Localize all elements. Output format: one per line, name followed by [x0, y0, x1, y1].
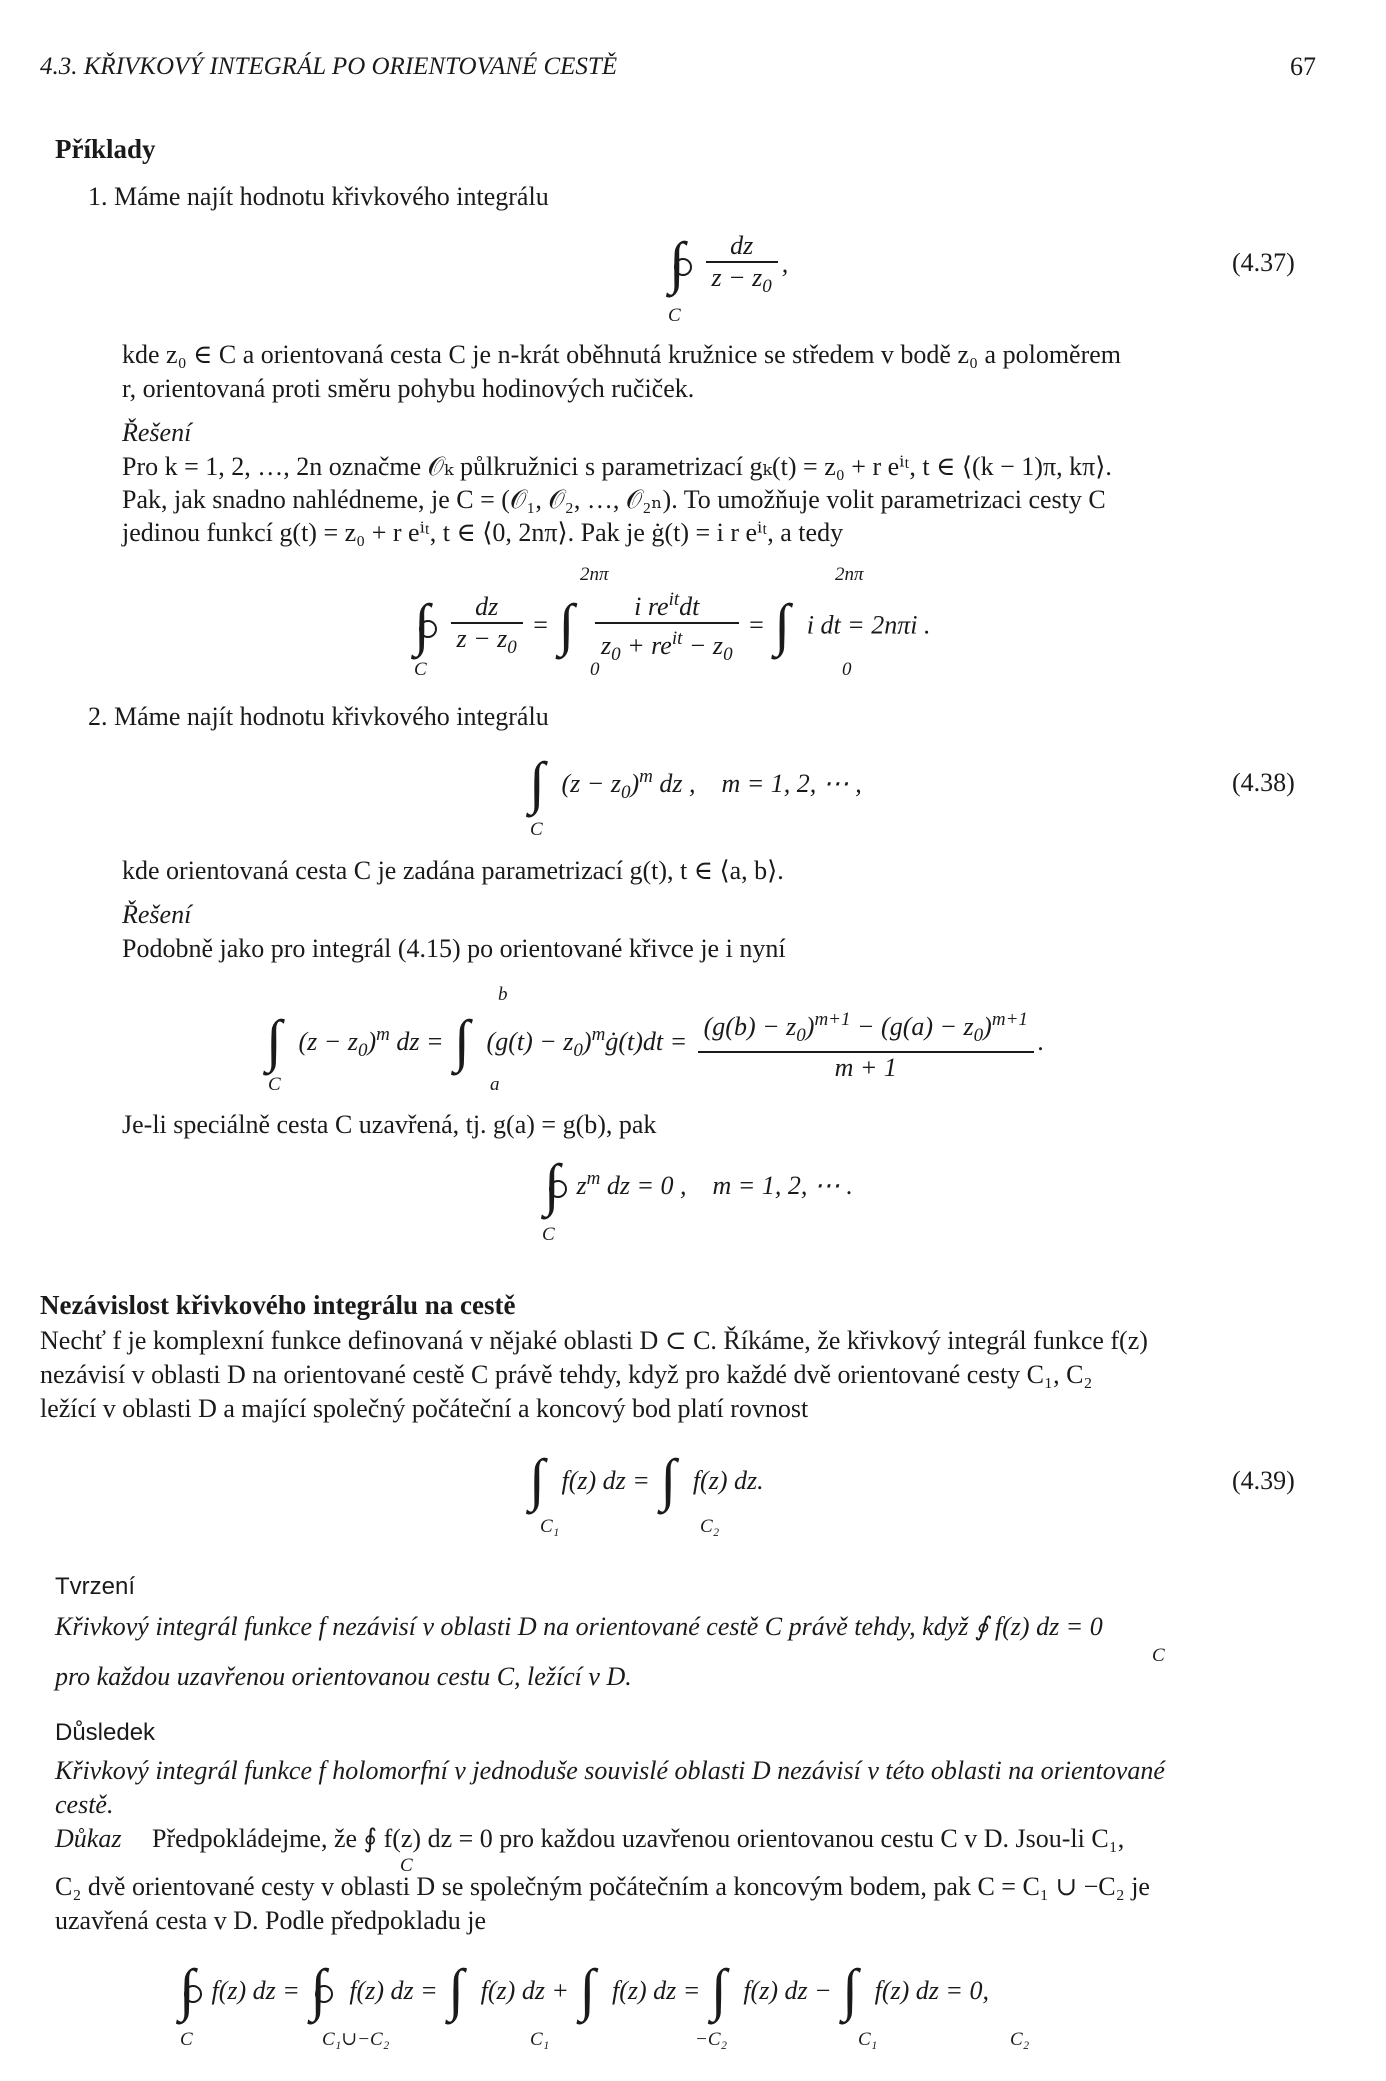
equation-number: (4.39)	[1232, 1466, 1295, 1495]
lim-c1-minus-c2: C₁∪−C₂	[322, 2029, 390, 2050]
lim-c1: C₁	[540, 1516, 560, 1537]
formula-4-37: ∫ $\frac{dz}{z - z_0}$ ,	[665, 228, 788, 304]
lower-limit: a	[490, 1074, 500, 1095]
lim-c: C	[1152, 1645, 1165, 1666]
solution-text: Pro k = 1, 2, …, 2n označme 𝒪ₖ půlkružnici s parametrizací gₖ(t) = z₀ + r eⁱᵗ, t ∈ ⟨(k − 1)π, kπ⟩.	[122, 452, 1112, 481]
example2-text: kde orientovaná cesta C je zadána parametrizací g(t), t ∈ ⟨a, b⟩.	[122, 856, 784, 885]
solution-text: Podobně jako pro integrál (4.15) po orientované křivce je i nyní	[122, 934, 786, 963]
lim-c: C	[542, 1224, 555, 1245]
solution-text: Pak, jak snadno nahlédneme, je C = (𝒪₁, 𝒪₂, …, 𝒪₂ₙ). To umožňuje volit parametrizaci cesty C	[122, 485, 1106, 514]
section-heading: Nezávislost křivkového integrálu na cestě	[40, 1290, 516, 1320]
upper-limit: 2nπ	[580, 564, 609, 585]
examples-heading: Příklady	[55, 134, 156, 164]
lim-c1: C₁	[530, 2029, 550, 2050]
proof-text: C₂ dvě orientované cesty v oblasti D se společným počátečním a koncovým bodem, pak C = C₁ ∪ −C₂ je	[55, 1872, 1150, 1901]
solution-label: Řešení	[122, 418, 192, 447]
corollary-text: cestě.	[55, 1790, 114, 1819]
running-header: 4.3. KŘIVKOVÝ INTEGRÁL PO ORIENTOVANÉ CESTĚ	[40, 53, 618, 80]
lim-c2: C₂	[1010, 2029, 1030, 2050]
corollary-label: Důsledek	[55, 1719, 156, 1746]
solution-label: Řešení	[122, 900, 192, 929]
lim-c: C	[530, 819, 543, 840]
solution-text: Je-li speciálně cesta C uzavřená, tj. g(a) = g(b), pak	[122, 1110, 657, 1139]
theorem-text: pro každou uzavřenou orientovanou cestu C, ležící v D.	[55, 1662, 632, 1691]
formula-4-38: ∫ $(z - z_0)^m$ dz , m = 1, 2, ⋯ ,	[529, 750, 862, 815]
paragraph-line: Nechť f je komplexní funkce definovaná v nějaké oblasti D ⊂ C. Říkáme, že křivkový integrál funkce f(z)	[40, 1326, 1148, 1355]
theorem-text: Křivkový integrál funkce f nezávisí v oblasti D na orientované cestě C právě tehdy, když ∮ f(z) dz = 0	[55, 1612, 1103, 1641]
formula-4-39: ∫ f(z) dz = ∫ f(z) dz.	[529, 1447, 764, 1512]
lim-c2: C₂	[700, 1516, 720, 1537]
example1-text: kde z₀ ∈ C a orientovaná cesta C je n-krát oběhnutá kružnice se středem v bodě z₀ a poloměrem	[122, 340, 1122, 369]
lim-c: C	[414, 659, 427, 680]
lim-c: C	[668, 305, 681, 326]
lower-limit: 0	[590, 659, 600, 680]
lower-limit: 0	[842, 659, 852, 680]
lim-minus-c2: −C₂	[695, 2029, 728, 2050]
corollary-text: Křivkový integrál funkce f holomorfní v jednoduše souvislé oblasti D nezávisí v této oblasti na orientované	[55, 1756, 1165, 1785]
page-number: 67	[1290, 52, 1316, 81]
example1-intro: 1. Máme najít hodnotu křivkového integrálu	[88, 182, 549, 211]
example1-text: r, orientovaná proti směru pohybu hodinových ručiček.	[122, 374, 695, 403]
equation-number: (4.38)	[1232, 768, 1295, 797]
lim-c1: C₁	[858, 2029, 878, 2050]
paragraph-line: nezávisí v oblasti D na orientované cestě C právě tehdy, když pro každé dvě orientované cesty C₁, C₂	[40, 1360, 1093, 1389]
formula-proof: ∫ f(z) dz = ∫ f(z) dz = ∫ f(z) dz + ∫ f(z) dz = ∫ f(z) dz − ∫ f(z) dz = 0,	[175, 1955, 989, 2031]
upper-limit: 2nπ	[835, 564, 864, 585]
formula-closed: ∫ $z^m$ dz = 0 , m = 1, 2, ⋯ .	[540, 1150, 853, 1226]
equation-number: (4.37)	[1232, 248, 1295, 277]
theorem-label: Tvrzení	[55, 1573, 136, 1600]
upper-limit: b	[498, 984, 508, 1005]
lim-c: C	[180, 2029, 193, 2050]
paragraph-line: ležící v oblasti D a mající společný počáteční a koncový bod platí rovnost	[40, 1394, 809, 1423]
formula-contour: ∫ $\frac{dz}{z - z_0}$ = ∫ $\frac{i re^{it}dt}{z_0 + re^{it} - z_0}$ = ∫ i dt = 2nπi .	[410, 585, 930, 670]
example2-intro: 2. Máme najít hodnotu křivkového integrálu	[88, 702, 549, 731]
proof-text: uzavřená cesta v D. Podle předpokladu je	[55, 1906, 487, 1935]
lim-c: C	[400, 1855, 413, 1876]
lim-c: C	[268, 1074, 281, 1095]
proof-text: Předpokládejme, že ∮ f(z) dz = 0 pro každou uzavřenou orientovanou cestu C v D. Jsou-li C₁,	[152, 1824, 1125, 1853]
contour-integral-sign: ∫	[665, 228, 695, 304]
solution-text: jedinou funkcí g(t) = z₀ + r eⁱᵗ, t ∈ ⟨0, 2nπ⟩. Pak je ġ(t) = i r eⁱᵗ, a tedy	[122, 518, 844, 547]
proof-label: Důkaz	[55, 1824, 122, 1853]
formula-power-integral: ∫ $(z - z_0)^m$ dz = ∫ $(g(t) - z_0)^mġ(t)dt$ = $\frac{(g(b) - z_0)^{m+1} - (g(a) - z_0)^{m+1}}{m + 1}$ .	[262, 1005, 1044, 1083]
